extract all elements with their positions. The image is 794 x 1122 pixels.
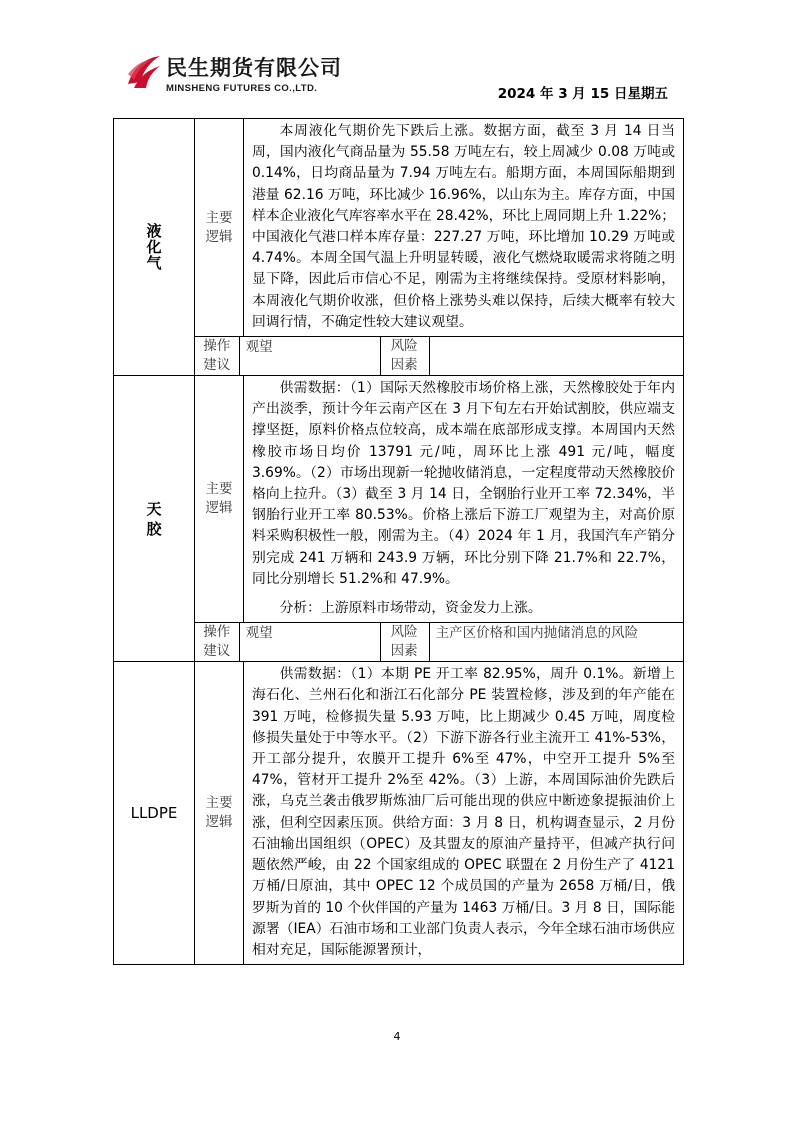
section-lpg [114, 119, 683, 376]
logo-chinese-name: 民生期货有限公司 [166, 56, 342, 80]
report-table [113, 118, 684, 965]
operation-value: 观望 [240, 337, 381, 375]
logic-row [195, 119, 683, 336]
section-name: LLDPE [114, 662, 195, 964]
logic-row [195, 376, 683, 622]
operation-label: 操作建议 [195, 623, 240, 661]
minsheng-logo-icon [126, 52, 162, 92]
operation-row [195, 336, 683, 375]
risk-value [430, 337, 683, 375]
logic-text [244, 376, 683, 622]
logic-paragraph: 供需数据：（1）国际天然橡胶市场价格上涨，天然橡胶处于年内产出淡季，预计今年云南产区在 3 月下旬左右开始试割胶，供应端支撑坚挺，原料价格点位较高，成本端在底部形成支撑。本周国内天然橡胶市场日均价 13791 元/吨，周环比上涨 491 元/吨，幅度 3.69%。（2）市场出现新一轮抛收储消息，一定程度带动天然橡胶价格向上拉升。（3）截至 3 月 14 日，全钢胎行业开工率 72.34%，半钢胎行业开工率 80.53%。价格上涨后下游工厂观望为主，对高价原料采购积极性一般，刚需为主。（4）2024 年 1 月，我国汽车产销分别完成 241 万辆和 243.9 万辆，环比分别下降 21.7%和 22.7%，同比分别增长 51.2%和 47.9%。 [252, 380, 675, 587]
logic-label: 主要逻辑 [195, 119, 244, 336]
section-lldpe [114, 662, 683, 965]
logic-label: 主要逻辑 [195, 662, 244, 964]
section-rubber [114, 376, 683, 662]
operation-row [195, 622, 683, 661]
page-number: 4 [393, 1030, 401, 1043]
logic-paragraph: 本周液化气期价先下跌后上涨。数据方面，截至 3 月 14 日当周，国内液化气商品量为 55.58 万吨左右，较上周减少 0.08 万吨或 0.14%，日均商品量为 7.94 万吨左右。船期方面，本周国际船期到港量 62.16 万吨，环比减少 16.96%，以山东为主。库存方面，中国样本企业液化气库容率水平在 28.42%，环比上周同期上升 1.22%；中国液化气港口样本库存量：227.27 万吨，环比增加 10.29 万吨或 4.74%。本周全国气温上升明显转暖，液化气燃烧取暖需求将随之明显下降，因此后市信心不足，刚需为主将继续保持。受原材料影响，本周液化气期价收涨，但价格上涨势头难以保持，后续大概率有较大回调行情，不确定性较大建议观望。 [252, 123, 675, 330]
operation-value: 观望 [240, 623, 381, 661]
logic-text [244, 119, 683, 336]
company-logo [126, 50, 366, 100]
logic-paragraph: 供需数据：（1）本期 PE 开工率 82.95%，周升 0.1%。新增上海石化、兰州石化和浙江石化部分 PE 装置检修，涉及到的年产能在 391 万吨，检修损失量 5.93 万吨，比上期减少 0.45 万吨，周度检修损失量处于中等水平。（2）下游下游各行业主流开工 41%-53%，开工部分提升，农膜开工提升 6%至 47%，中空开工提升 5%至 47%，管材开工提升 2%至 42%。（3）上游，本周国际油价先跌后涨，乌克兰袭击俄罗斯炼油厂后可能出现的供应中断迹象提振油价上涨，但利空因素压顶。供给方面：3 月 8 日，机构调查显示，2 月份石油输出国组织（OPEC）及其盟友的原油产量持平，但减产执行问题依然严峻，由 22 个国家组成的 OPEC 联盟在 2 月份生产了 4121 万桶/日原油，其中 OPEC 12 个成员国的产量为 2658 万桶/日，俄罗斯为首的 10 个伙伴国的产量为 1463 万桶/日。3 月 8 日，国际能源署（IEA）石油市场和工业部门负责人表示，今年全球石油市场供应相对充足，国际能源署预计， [252, 666, 675, 958]
report-date: 2024 年 3 月 15 日星期五 [497, 86, 668, 102]
logic-text [244, 662, 683, 964]
risk-label: 风险因素 [381, 623, 430, 661]
risk-label: 风险因素 [381, 337, 430, 375]
logic-row [195, 662, 683, 964]
logic-label: 主要逻辑 [195, 376, 244, 622]
section-name: 天胶 [114, 376, 195, 661]
analysis-paragraph: 分析：上游原料市场带动，资金发力上涨。 [279, 600, 542, 617]
logo-english-name: MINSHENG FUTURES CO.,LTD. [166, 83, 318, 94]
section-name: 液化气 [114, 119, 195, 375]
operation-label: 操作建议 [195, 337, 240, 375]
risk-value: 主产区价格和国内抛储消息的风险 [435, 625, 639, 642]
